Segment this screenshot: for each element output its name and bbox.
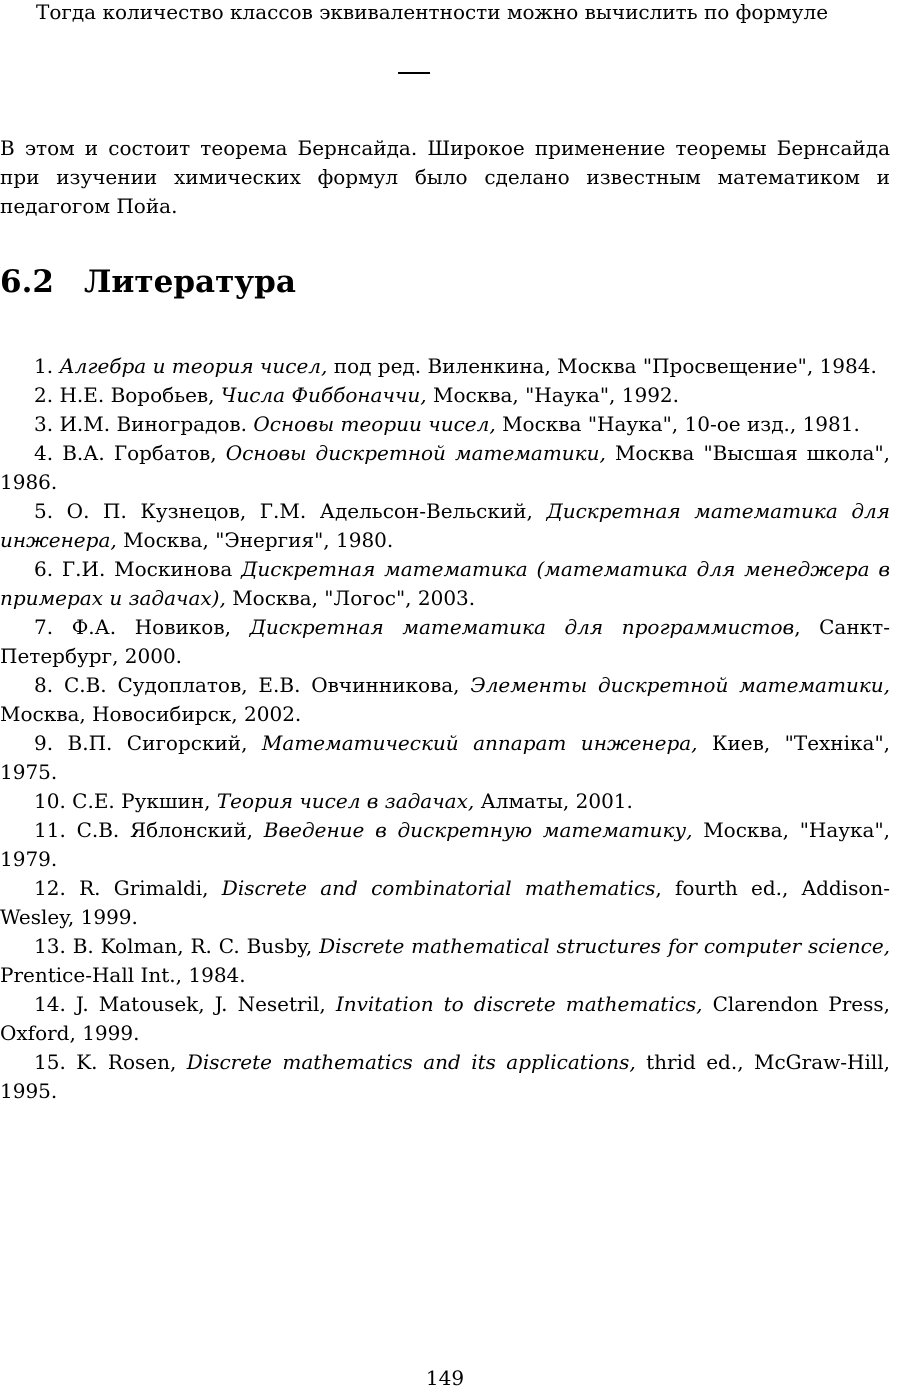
reference-title: Числа Фиббоначчи,	[220, 383, 427, 407]
reference-number: 6.	[34, 557, 54, 581]
reference-title: Теория чисел в задачах,	[216, 789, 475, 813]
reference-title: Алгебра и теория чисел,	[59, 354, 328, 378]
reference-number: 3.	[34, 412, 54, 436]
reference-number: 4.	[34, 441, 54, 465]
reference-item	[0, 613, 890, 671]
reference-item	[0, 729, 890, 787]
reference-number: 14.	[34, 992, 66, 1016]
reference-publisher: Prentice-Hall Int., 1984.	[0, 963, 246, 987]
reference-item	[0, 816, 890, 874]
reference-number: 1.	[34, 354, 54, 378]
reference-item	[0, 555, 890, 613]
reference-publisher: Москва, "Логос", 2003.	[232, 586, 476, 610]
formula-fraction-bar	[398, 72, 430, 74]
reference-publisher: Москва, "Наука", 1992.	[432, 383, 680, 407]
reference-authors: И.М. Виноградов.	[59, 412, 248, 436]
section-title: Литература	[84, 264, 296, 300]
reference-list	[0, 352, 890, 1106]
reference-title: Дискретная математика (математика для менеджера в примерах и задачах),	[0, 557, 890, 610]
reference-item	[0, 497, 890, 555]
reference-title: Введение в дискретную математику,	[263, 818, 693, 842]
reference-title: Элементы дискретной математики,	[470, 673, 891, 697]
reference-item	[0, 990, 890, 1048]
burnside-paragraph: В этом и состоит теорема Бернсайда. Широкое применение теоремы Бернсайда при изучении химических формул было сделано известным математиком и педагогом Пойа.	[0, 136, 890, 218]
reference-item	[0, 874, 890, 932]
reference-publisher: thrid ed., McGraw-Hill, 1995.	[0, 1050, 890, 1103]
reference-publisher: , Санкт-Петербург, 2000.	[0, 615, 891, 668]
reference-item	[0, 787, 890, 816]
reference-authors: Ф.А. Новиков,	[71, 615, 231, 639]
reference-authors: B. Kolman, R. C. Busby,	[72, 934, 313, 958]
reference-title: Discrete mathematics and its applications,	[186, 1050, 636, 1074]
reference-number: 15.	[34, 1050, 66, 1074]
reference-authors: R. Grimaldi,	[79, 876, 209, 900]
reference-number: 7.	[34, 615, 54, 639]
reference-authors: K. Rosen,	[76, 1050, 177, 1074]
reference-number: 5.	[34, 499, 54, 523]
reference-publisher: Clarendon Press, Oxford, 1999.	[0, 992, 891, 1045]
reference-authors: В.А. Горбатов,	[62, 441, 217, 465]
reference-item	[0, 1048, 890, 1106]
reference-number: 8.	[34, 673, 54, 697]
section-heading	[0, 262, 296, 302]
reference-authors: С.Е. Рукшин,	[72, 789, 211, 813]
reference-number: 11.	[34, 818, 66, 842]
reference-authors: J. Matousek, J. Nesetril,	[75, 992, 326, 1016]
reference-title: Основы теории чисел,	[253, 412, 496, 436]
reference-publisher: Киев, "Технiка", 1975.	[0, 731, 891, 784]
reference-publisher: Москва, "Наука", 1979.	[0, 818, 891, 871]
reference-item	[0, 671, 890, 729]
reference-number: 9.	[34, 731, 54, 755]
reference-title: Основы дискретной математики,	[225, 441, 606, 465]
intro-text: Тогда количество классов эквивалентности можно вычислить по формуле	[36, 0, 829, 24]
reference-authors: Г.И. Москинова	[61, 557, 233, 581]
reference-publisher: Москва "Высшая школа", 1986.	[0, 441, 890, 494]
reference-authors: Н.Е. Воробьев,	[59, 383, 215, 407]
reference-number: 13.	[34, 934, 66, 958]
reference-publisher: Москва "Наука", 10-ое изд., 1981.	[502, 412, 860, 436]
reference-authors: С.В. Судоплатов, Е.В. Овчинникова,	[63, 673, 460, 697]
reference-item	[0, 932, 890, 990]
reference-item	[0, 410, 890, 439]
reference-publisher: Москва, "Энергия", 1980.	[123, 528, 394, 552]
reference-item	[0, 381, 890, 410]
reference-number: 2.	[34, 383, 54, 407]
reference-publisher: , fourth ed., Addison-Wesley, 1999.	[0, 876, 891, 929]
reference-title: Discrete and combinatorial mathematics	[221, 876, 656, 900]
reference-publisher: под ред. Виленкина, Москва "Просвещение", 1984.	[333, 354, 877, 378]
reference-item	[0, 352, 890, 381]
reference-title: Invitation to discrete mathematics,	[335, 992, 703, 1016]
reference-title: Математический аппарат инженера,	[261, 731, 698, 755]
reference-title: Дискретная математика для программистов	[249, 615, 795, 639]
reference-publisher: Москва, Новосибирск, 2002.	[0, 702, 302, 726]
reference-number: 10.	[34, 789, 66, 813]
reference-authors: О. П. Кузнецов, Г.М. Адельсон-Вельский,	[66, 499, 533, 523]
reference-item	[0, 439, 890, 497]
reference-number: 12.	[34, 876, 66, 900]
page-number: 149	[425, 1366, 465, 1390]
reference-title: Discrete mathematical structures for computer science,	[319, 934, 891, 958]
reference-authors: С.В. Яблонский,	[76, 818, 254, 842]
reference-publisher: Алматы, 2001.	[480, 789, 633, 813]
reference-authors: В.П. Сигорский,	[67, 731, 248, 755]
reference-title: Дискретная математика для инженера,	[0, 499, 891, 552]
section-number: 6.2	[0, 264, 54, 300]
